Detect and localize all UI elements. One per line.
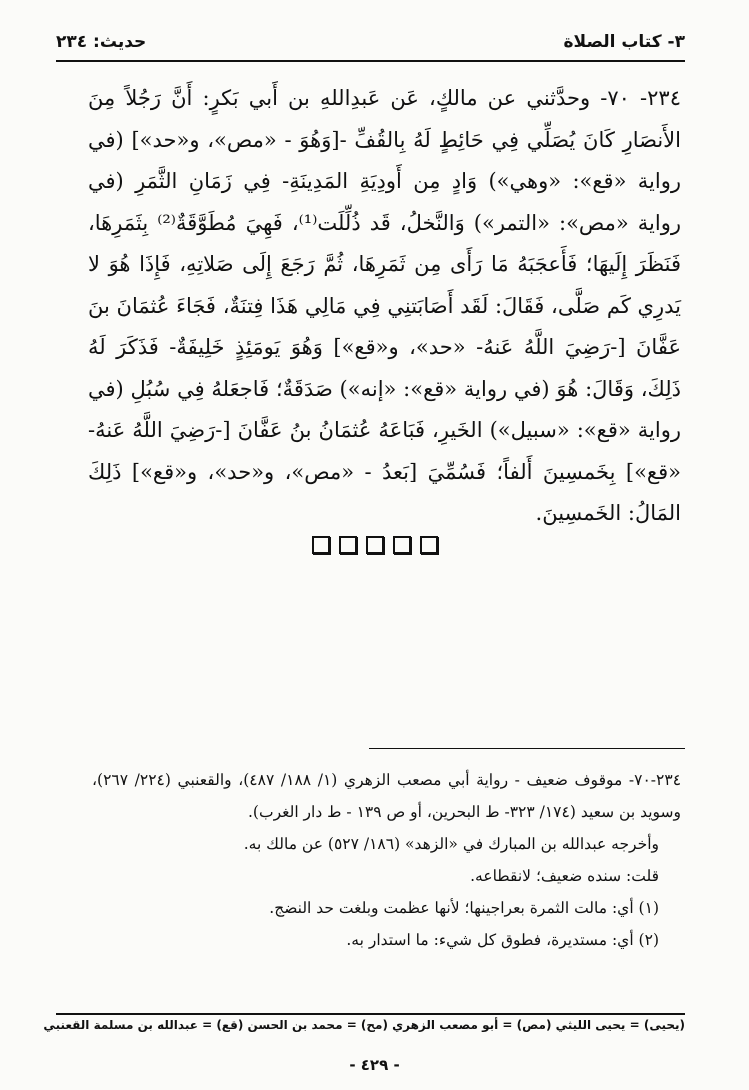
grading-note: قلت: سنده ضعيف؛ لانقطاعه. <box>470 867 659 885</box>
footnotes <box>92 764 681 956</box>
footnote-1: (١) أي: مالت الثمرة بعراجينها؛ لأنها عظمت وبلغت حد النضج. <box>269 899 659 917</box>
takhrij-note: ٢٣٤-٧٠- موقوف ضعيف - رواية أبي مصعب الزهري (١/ ١٨٨/ ٤٨٧)، والقعنبي (٢٢٤/ ٢٦٧)، وسويد بن سعيد (١٧٤/ ٣٢٣- ط البحرين، أو ص ١٣٩ - ط دار الغرب). <box>92 771 682 821</box>
square-ornament-icon <box>420 536 438 554</box>
hadith-body <box>88 78 681 535</box>
header-divider <box>56 60 685 62</box>
footnote-divider <box>369 748 685 749</box>
page-number: - ٤٢٩ - <box>349 1056 400 1074</box>
footnote-2: (٢) أي: مستديرة، فطوق كل شيء: ما استدار به. <box>346 931 659 949</box>
hadith-text: ٢٣٤- ٧٠- وحدَّثني عن مالكٍ، عَن عَبدِاللهِ بن أَبي بَكرٍ: أَنَّ رَجُلاً مِنَ الأَنصَارِ كَانَ يُصَلِّي فِي حَائِطٍ لَهُ بِالقُفِّ -[وَهُوَ - «مص»، و«حد»] (في رواية «قع»: «وهي») وَادٍ مِن أَودِيَةِ المَدِينَةِ- فِي زَمَانِ الثَّمَرِ (في رواية «مص»: «التمر») وَالنَّخلُ، قَد ذُلِّلَت⁽¹⁾، فَهِيَ مُطَوَّقَةٌ⁽²⁾ بِثَمَرِهَا، فَنَظَرَ إِلَيهَا؛ فَأَعجَبَهُ مَا رَأَى مِن ثَمَرِهَا، ثُمَّ رَجَعَ إِلَى صَلاتِهِ، فَإِذَا هُوَ لا يَدرِي كَم صَلَّى، فَقَالَ: لَقَد أَصَابَتنِي فِي مَالِي هَذَا فِتنَةٌ، فَجَاءَ عُثمَانَ بنَ عَفَّانَ [-رَضِيَ اللَّهُ عَنهُ- «حد»، و«قع»] وَهُوَ يَومَئِذٍ خَلِيفَةٌ- فَذَكَرَ لَهُ ذَلِكَ، وَقَالَ: هُوَ (في رواية «قع»: «إنه») صَدَقَةٌ؛ فَاجعَلهُ فِي سُبُلِ (في رواية «قع»: «سبيل») الخَيرِ، فَبَاعَهُ عُثمَانُ بنُ عَفَّانَ [-رَضِيَ اللَّهُ عَنهُ- «قع»] بِخَمسِينَ أَلفاً؛ فَسُمِّيَ [بَعدُ - «مص»، و«حد»، و«قع»] ذَلِكَ المَالُ: الخَمسِينَ. <box>88 86 681 525</box>
takhrij-note-2: وأخرجه عبدالله بن المبارك في «الزهد» (١٨٦/ ٥٢٧) عن مالك به. <box>243 835 659 853</box>
square-ornament-icon <box>312 536 330 554</box>
square-ornament-icon <box>393 536 411 554</box>
chapter-title: ٣- كتاب الصلاة <box>563 32 685 52</box>
running-header <box>56 28 685 56</box>
square-ornament-icon <box>366 536 384 554</box>
section-ornaments <box>0 536 749 554</box>
square-ornament-icon <box>339 536 357 554</box>
abbreviations-key: (يحيى) = يحيى الليثي (مص) = أبو مصعب الزهري (مح) = محمد بن الحسن (قع) = عبدالله بن مسلمة القعنبي <box>43 1018 685 1032</box>
abbreviations-divider <box>56 1013 685 1015</box>
hadith-number-label: حديث: ٢٣٤ <box>56 32 147 52</box>
